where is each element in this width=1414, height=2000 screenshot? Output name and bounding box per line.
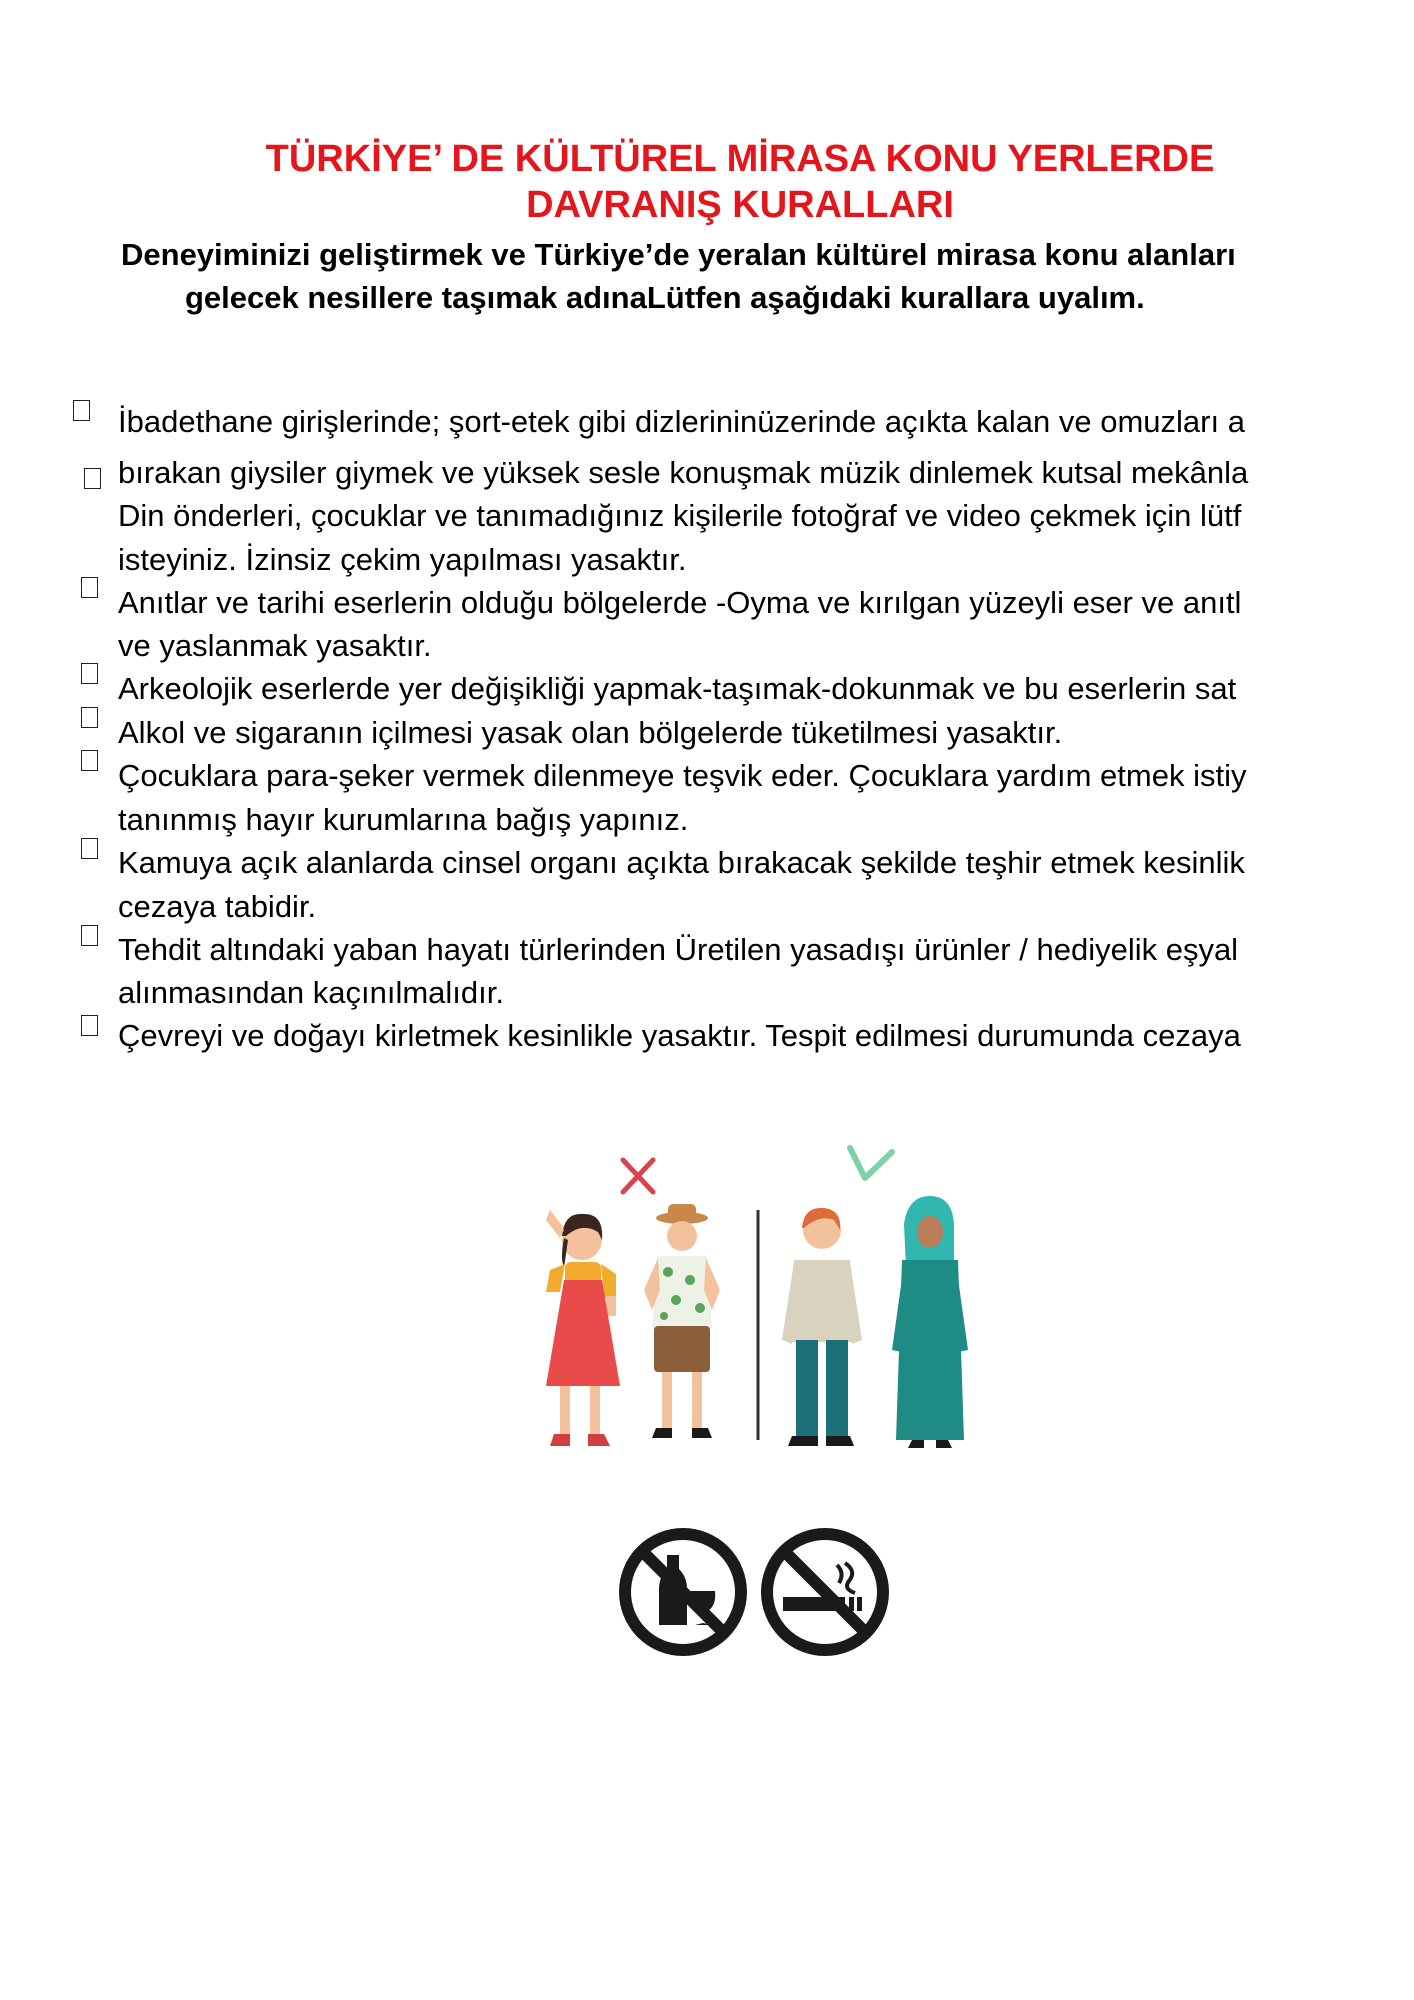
rule-4-line-2: ve yaslanmak yasaktır.	[118, 628, 432, 663]
rule-6-line-1: Alkol ve sigaranın içilmesi yasak olan bölgelerde tüketilmesi yasaktır.	[118, 715, 1063, 750]
no-smoking-icon	[767, 1534, 883, 1650]
checkbox-icon	[81, 663, 98, 684]
rule-10-line-1: Çevreyi ve doğayı kirletmek kesinlikle yasaktır. Tespit edilmesi durumunda cezaya	[118, 1018, 1241, 1053]
checkbox-icon	[73, 400, 90, 421]
check-icon	[850, 1148, 892, 1178]
rule-9-line-2: alınmasından kaçınılmalıdır.	[118, 975, 504, 1010]
page-title-line-1: TÜRKİYE’ DE KÜLTÜREL MİRASA KONU YERLERDE	[265, 138, 1215, 180]
woman-red-dress-figure	[546, 1210, 620, 1446]
checkbox-icon	[81, 838, 98, 859]
man-shorts-hat-figure	[644, 1204, 720, 1438]
checkbox-icon	[81, 707, 98, 728]
rule-8-line-1: Kamuya açık alanlarda cinsel organı açıkta bırakacak şekilde teşhir etmek kesinlik	[118, 845, 1245, 880]
checkbox-icon	[81, 577, 98, 598]
rule-2-line-1: bırakan giysiler giymek ve yüksek sesle konuşmak müzik dinlemek kutsal mekânla	[118, 455, 1249, 490]
checkbox-icon	[81, 750, 98, 771]
checkbox-icon	[81, 1015, 98, 1036]
woman-hijab-figure	[892, 1196, 968, 1448]
page-title-line-2: DAVRANIŞ KURALLARI	[526, 184, 954, 226]
no-alcohol-icon	[625, 1534, 741, 1650]
man-modest-dress-figure	[782, 1208, 862, 1446]
rule-3-line-1: Din önderleri, çocuklar ve tanımadığınız kişilerile fotoğraf ve video çekmek için lütf	[118, 498, 1242, 533]
rule-4-line-1: Anıtlar ve tarihi eserlerin olduğu bölgelerde -Oyma ve kırılgan yüzeyli eser ve anıtl	[118, 585, 1242, 620]
rule-7-line-2: tanınmış hayır kurumlarına bağış yapınız.	[118, 802, 689, 837]
rule-5-line-1: Arkeolojik eserlerde yer değişikliği yapmak-taşımak-dokunmak ve bu eserlerin sat	[118, 671, 1237, 706]
prohibition-signs	[615, 1525, 895, 1660]
rule-7-line-1: Çocuklara para-şeker vermek dilenmeye teşvik eder. Çocuklara yardım etmek istiy	[118, 758, 1247, 793]
rule-1-line-1: İbadethane girişlerinde; şort-etek gibi dizlerininüzerinde açıkta kalan ve omuzları a	[118, 404, 1245, 439]
checkbox-icon	[84, 468, 101, 489]
rule-8-line-2: cezaya tabidir.	[118, 889, 317, 924]
intro-text-line-1: Deneyiminizi geliştirmek ve Türkiye’de yeralan kültürel mirasa konu alanları	[121, 237, 1236, 272]
checkbox-icon	[81, 925, 98, 946]
rule-9-line-1: Tehdit altındaki yaban hayatı türlerinden Üretilen yasadışı ürünler / hediyelik eşyal	[118, 932, 1239, 967]
rule-3-line-2: isteyiniz. İzinsiz çekim yapılması yasaktır.	[118, 542, 687, 577]
dress-code-illustration	[520, 1140, 970, 1490]
cross-icon	[623, 1160, 653, 1192]
intro-text-line-2: gelecek nesillere taşımak adınaLütfen aşağıdaki kurallara uyalım.	[185, 280, 1145, 315]
